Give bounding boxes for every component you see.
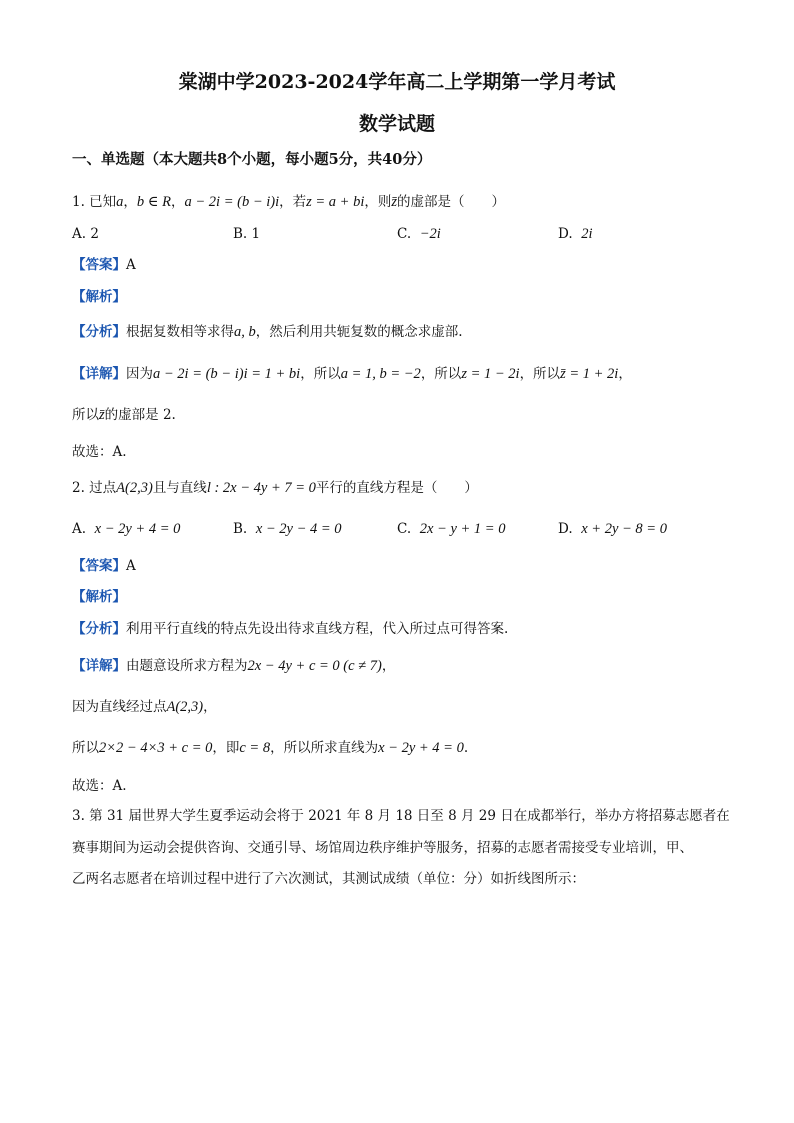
answer-value: A — [126, 257, 136, 273]
q2-option-d — [558, 519, 667, 539]
fenxi-tag: 【分析】 — [72, 324, 126, 340]
q2-math-line: l : 2x − 4y + 7 = 0 — [206, 480, 316, 496]
detail-text: ，所以所求直线为 — [270, 740, 379, 756]
q1-math-b-in-r: b ∈ R — [136, 194, 172, 210]
q1-detail — [72, 364, 632, 384]
q2-math-point: A(2,3) — [116, 480, 153, 496]
detail-math: z̄ — [99, 407, 105, 423]
question-1-stem — [72, 192, 505, 212]
q1-text: ，若 — [279, 194, 307, 210]
q1-math-a: a — [116, 194, 124, 210]
detail-text: ，所以 — [420, 366, 462, 382]
q2-text: 2. 过点 — [72, 480, 117, 496]
detail-text: 所以 — [72, 740, 99, 756]
option-letter: D. — [558, 521, 573, 537]
q1-option-b — [233, 224, 260, 244]
answer-tag: 【答案】 — [72, 558, 126, 574]
fenxi-tag: 【分析】 — [72, 621, 126, 637]
fenxi-text: 根据复数相等求得 — [126, 324, 234, 340]
q2-option-b — [233, 519, 342, 539]
option-value: x + 2y − 8 = 0 — [581, 521, 667, 537]
q2-detail-line3 — [72, 738, 468, 758]
option-letter: A. — [72, 521, 87, 537]
detail-math: 2×2 − 4×3 + c = 0 — [99, 740, 213, 756]
q2-answer — [72, 556, 136, 576]
detail-text: 因为直线经过点 — [72, 699, 167, 715]
q2-detail — [72, 656, 395, 676]
q2-option-c — [397, 519, 505, 539]
q1-detail-line2 — [72, 405, 176, 425]
detail-math: z = 1 − 2i — [461, 366, 520, 382]
detail-text: 的虚部是 2. — [104, 407, 176, 423]
analysis-tag: 【解析】 — [72, 589, 126, 605]
answer-tag: 【答案】 — [72, 257, 126, 273]
q2-analysis — [72, 587, 126, 607]
detail-math: 2x − 4y + c = 0 (c ≠ 7) — [247, 658, 382, 674]
option-value: 2i — [581, 226, 593, 242]
option-value: −2i — [419, 226, 441, 242]
q2-option-a — [72, 519, 180, 539]
detail-tag: 【详解】 — [72, 366, 126, 382]
option-letter: C. — [397, 226, 412, 242]
q1-analysis — [72, 287, 126, 307]
detail-text: 所以 — [72, 407, 99, 423]
option-value: 2 — [90, 226, 99, 242]
q1-text: 的虚部是（ ） — [397, 194, 506, 210]
question-3-line-2: 赛事期间为运动会提供咨询、交通引导、场馆周边秩序维护等服务，招募的志愿者需接受专业培训，甲、 — [72, 840, 693, 856]
question-3-line-1: 3. 第 31 届世界大学生夏季运动会将于 2021 年 8 月 18 日至 8 月 29 日在成都举行，举办方将招募志愿者在 — [72, 808, 730, 824]
q1-text: ， — [171, 194, 185, 210]
detail-math: z̄ = 1 + 2i — [560, 366, 619, 382]
question-3-line-3: 乙两名志愿者在培训过程中进行了六次测试，其测试成绩（单位：分）如折线图所示： — [72, 871, 585, 887]
q1-text: ， — [123, 194, 137, 210]
fenxi-text: ，然后利用共轭复数的概念求虚部. — [255, 324, 463, 340]
detail-text: ， — [618, 366, 632, 382]
q1-option-c — [397, 224, 441, 244]
detail-text: 由题意设所求方程为 — [126, 658, 248, 674]
exam-subtitle: 数学试题 — [358, 113, 435, 135]
option-letter: A. — [72, 226, 87, 242]
detail-tag: 【详解】 — [72, 658, 126, 674]
detail-math: a − 2i = (b − i)i = 1 + bi — [153, 366, 301, 382]
fenxi-text: 利用平行直线的特点先设出待求直线方程，代入所过点可得答案. — [126, 621, 509, 637]
q1-text: 1. 已知 — [72, 194, 117, 210]
q2-choose: 故选：A. — [72, 778, 127, 794]
detail-math: a = 1, b = −2 — [340, 366, 421, 382]
detail-text: ， — [381, 658, 396, 674]
option-value: 2x − y + 1 = 0 — [419, 521, 506, 537]
q1-math-equation: a − 2i = (b − i)i — [184, 194, 280, 210]
section-heading: 一、单选题（本大题共8个小题，每小题5分，共40分） — [72, 151, 432, 168]
detail-math: c = 8 — [239, 740, 271, 756]
detail-math: x − 2y + 4 = 0 — [378, 740, 464, 756]
detail-text: ，即 — [212, 740, 240, 756]
detail-text: 因为 — [126, 366, 153, 382]
q2-text: 且与直线 — [152, 480, 207, 496]
detail-text: ， — [203, 699, 217, 715]
q2-text: 平行的直线方程是（ ） — [315, 480, 478, 496]
fenxi-math: a, b — [234, 324, 256, 340]
option-letter: B. — [233, 521, 248, 537]
q1-option-d — [558, 224, 593, 244]
option-value: 1 — [251, 226, 261, 242]
q2-detail-line2 — [72, 697, 217, 717]
q1-math-z: z = a + bi — [306, 194, 365, 210]
detail-text: ，所以 — [519, 366, 561, 382]
exam-title: 棠湖中学2023-2024学年高二上学期第一学月考试 — [178, 71, 616, 93]
detail-text: ，所以 — [300, 366, 341, 382]
q1-fenxi — [72, 322, 463, 342]
option-letter: D. — [558, 226, 573, 242]
question-2-stem — [72, 478, 478, 498]
option-value: x − 2y − 4 = 0 — [255, 521, 342, 537]
option-letter: B. — [233, 226, 248, 242]
detail-math: A(2,3) — [166, 699, 204, 715]
detail-text: . — [463, 740, 469, 756]
q1-answer — [72, 255, 136, 275]
analysis-tag: 【解析】 — [72, 289, 126, 305]
q1-text: ，则 — [364, 194, 392, 210]
option-letter: C. — [397, 521, 412, 537]
q2-fenxi — [72, 619, 508, 639]
q1-option-a — [72, 224, 99, 244]
q1-choose: 故选：A. — [72, 444, 127, 460]
q1-math-zbar: z̄ — [391, 194, 398, 210]
option-value: x − 2y + 4 = 0 — [94, 521, 181, 537]
answer-value: A — [126, 558, 136, 574]
